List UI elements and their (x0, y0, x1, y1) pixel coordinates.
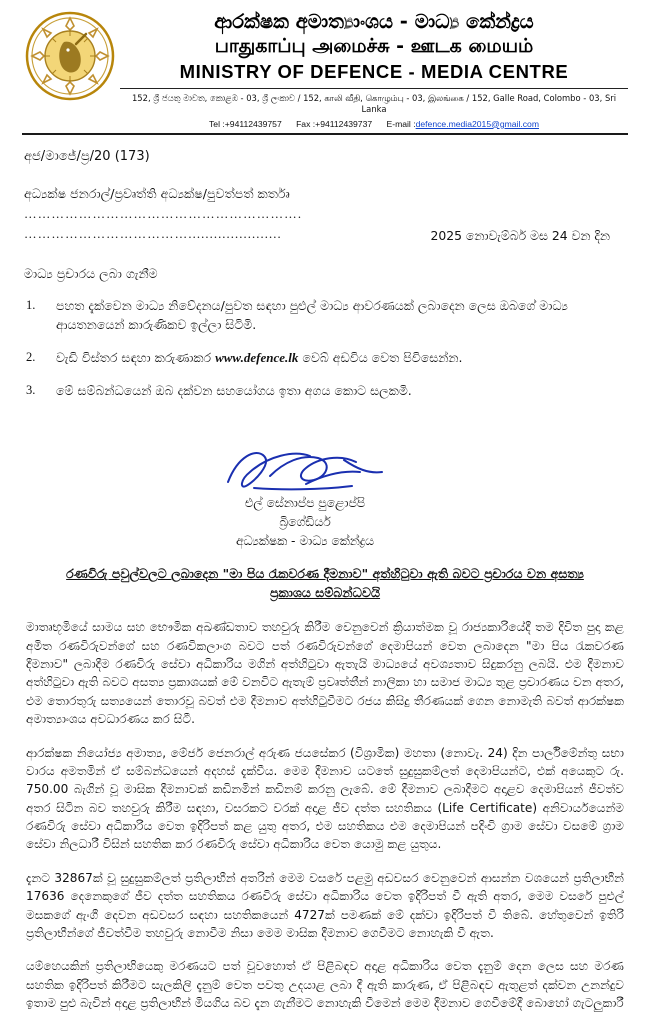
letterhead (22, 0, 628, 135)
list-item (22, 381, 628, 400)
point-number: 3. (26, 382, 36, 397)
reference-number: අජ/මාජේ/ප්‍ර/20 (173) (24, 148, 150, 164)
addressee-dots-2: ………………………………...................... (24, 226, 282, 241)
point-text-after: වෙබ් අඩවිය වෙත පිවිසෙන්න. (298, 349, 463, 365)
point-number: 1. (26, 298, 36, 313)
date-row (22, 228, 628, 244)
defence-website-link[interactable]: www.defence.lk (215, 349, 299, 365)
signatory-rank: බ්‍රිගේඩියර් (279, 515, 331, 530)
release-paragraph-1: මාතෘභූමියේ සාමය සහ භෞමික අඛණ්ඩතාව තහවුරු කිරීම වෙනුවෙන් ක්‍රියාත්මක වූ රාජ්‍යකාරියේදී තම දිවිත පුදා කළ අමිත රණවිරුවන්ගේ සහ රණවිකලාංග බවට පත් රණවිරුවන්ගේ දෙමාපියන් වෙත ලබාදෙන "මා පිය රැකවරණ දීමනාව" ලබාදීම රණවිරු සේවා අධිකාරිය මගින් අත්හිටුවා ඇතැයි මාධ්‍යයේ අවශ්‍යතාව සිදුකරනු ලබයි. එම දීමනාව අත්හිටුවා ඇති බවට අසත්‍ය ප්‍රකාශයක් මේ වනවිට ඇතැම් ප්‍රවෘත්තීන් නාලිකා හා සමාජ මාධ්‍ය තුළ ප්‍රචාරණය වන අතර, එම තොරතුරු සත්‍යයෙන් තොරවූ බවත් එම දීමනාව අත්හිටුවීමට රජය කිසිදු තීරණයක් ගෙන නොමැති බවත් ආරක්ෂක අමාත්‍යාංශය අවධාරණය කර සිටී. (26, 620, 624, 727)
header-divider (120, 88, 628, 89)
list-item (22, 296, 628, 335)
ministry-name-english: MINISTRY OF DEFENCE - MEDIA CENTRE (179, 60, 569, 82)
fax-value: +94112439737 (315, 118, 373, 129)
release-paragraph-3: දැනට 32867ක් වූ සුදුසුකම්ලත් ප්‍රතිලාභීන් අතරින් මෙම වසරේ පළමු අඩවසර වෙනුවෙන් ආසන්න වශයෙන් ප්‍රතිලාභීන් 17636 දෙනෙකුගේ ජීව දත්ත සහතිකය රණවිරු සේවා අධිකාරිය වෙත ඉදිරිපත් වී ඇති අතර, මෙම වසරේ පුළුල් මසකගේ ඇංගී දෙවන අඩවසර සඳහා සහතිකයෙන් 4727ක් පමණක් මේ දක්වා ඉදිරිපත් වී තිබේ. හේතුවෙන් ඉතිරි ප්‍රතිලාභීන්ගේ ජීවත්වීම තහවුරු නොවීම නිසා මෙම මාසික දීමනාව ගෙවීමට නොහැකි වී ඇත. (26, 870, 624, 940)
press-release-headline: රණවිරු පවුල්වලට ලබාදෙන "මා පිය රැකවරණ දීමනාව" අත්හිටුවා ඇති බවට ප්‍රචාරය වන අසත්‍ය ප්‍රකාශය සම්බන්ධවයි (66, 566, 584, 601)
ministry-name-tamil: பாதுகாப்பு அமைச்சு - ஊடக மையம் (214, 34, 534, 57)
addressee-dots-1: ……………………………………………………. (24, 206, 303, 221)
release-paragraph-4: යම්හෙයකින් ප්‍රතිලාභියෙකු මරණයට පත් වූවහොත් ඒ පිළිබඳව අදාළ අධිකාරිය වෙත දැනුම් දෙන ලෙස සහ මරණ සහතික ඉදිරිපත් කිරීමට සැලකිලි දැනුම් වෙත පවතු උදයාළ ලබා දී ඇති කාරුණ, ඒ පිළිබඳව ඇතුළත් දක්වන උනන්දුව ඉතාම පුළු බැවින් අදාළ ප්‍රතිලාභීන් මියගිය බව දැන ගැනීමට නොහැකි වීමෙන් මෙම දීමනාව ගෙවීමේදී බොහෝ ගැටලුකාරී (26, 959, 624, 1010)
letter-subject: මාධ්‍ය ප්‍රචාරය ලබා ගැනීම (24, 266, 158, 282)
signature-block (22, 446, 628, 551)
point-text: පහත දැක්වෙන මාධ්‍ය නිවේදනය/පුවත සඳහා පුළුල් මාධ්‍ය ආවරණයක් ලබාදෙන ලෙස ඔබගේ මාධ්‍ය ආයතනයෙන් කාරුණිකව ඉල්ලා සිටිමි. (56, 298, 568, 333)
email-link[interactable]: defence.media2015@gmail.com (415, 118, 539, 129)
handwritten-signature (22, 446, 588, 494)
letter-date: 2025 නොවැම්බර් මස 24 වන දින (430, 228, 610, 244)
signatory-post: අධ්‍යක්ෂක - මාධ්‍ය කේන්ද්‍රය (235, 534, 374, 549)
tel-value: +94112439757 (224, 118, 282, 129)
letterhead-text (116, 8, 628, 129)
signatory-name: එල් සේනාප්ප පුළොප්පි (244, 496, 366, 511)
ministry-name-sinhala: ආරක්ෂක අමාත්‍යාංශය - මාධ්‍ය කේන්ද්‍රය (214, 10, 534, 33)
point-number: 2. (26, 349, 36, 364)
point-text: මේ සම්බන්ධයෙන් ඔබ දක්වන සහයෝගය ඉතා අගය කොට සලකමි. (56, 382, 412, 398)
letter-points (22, 296, 628, 400)
fax-label: Fax : (296, 118, 316, 129)
ministry-address: 152, ශ්‍රී ජයතු මාවත, කොළඹ - 03, ශ්‍රී ලංකාව / 152, காலி வீதி, கொழும்பு - 03, இலங்கை / 152, Galle Road, Colombo - 03, Sri Lanka (131, 92, 617, 115)
release-paragraph-2: ආරක්ෂක නියෝජ්‍ය අමාත්‍ය, මේජර් ජෙනරාල් අරුණ ජයසේකර (විශ්‍රාමික) මහතා (නොවැ. 24) දින පාර්ලිමේන්තු සභා වාරය අමතමින් ඒ සම්බන්ධයෙන් අදහස් දැක්වීය. මෙම දීමනාව යටතේ සුදුසුකම්ලත් දෙමාපියන්ට, එක් අයෙකුට රු. 750.00 බැගින් වූ මාසික දීමනාවක් කඩිනමින් කඩිනම් කරනු ලැබේ. මේ දීමනාව ලබාදීමට අදාළව දෙමාපියන් ජීවත්ව අතර සිටින බව තහවුරු කිරීම සඳහා, වසරකට වරක් අදාළ ජීව දත්ත සහතිකය (Life Certificate) අනිවාර්යයෙන්ම රණවිරු සේවා අධිකාරිය වෙත ඉදිරිපත් කළ යුතු අතර, එම සහතිකය එම දෙමාපියන් පදිංචි ග්‍රාම සේවා වසමේ ග්‍රාම සේවා නිලධාරී විසින් සහතික කර රණවිරු සේවා අධිකාරිය වෙත යොමු කළ යුතුය. (26, 745, 624, 852)
tel-label: Tel : (209, 118, 225, 129)
list-item (22, 348, 628, 368)
point-text-before: වැඩි විස්තර සඳහා කරුණාකර (56, 349, 216, 365)
email-label: E-mail : (386, 118, 416, 129)
ministry-contact (120, 119, 628, 129)
national-emblem-icon (24, 10, 116, 102)
addressee-line: අධ්‍යක්ෂ ජනරාල්/ප්‍රවෘත්ති අධ්‍යක්ෂ/පුවත්පත් කර්තෘ (24, 185, 290, 201)
